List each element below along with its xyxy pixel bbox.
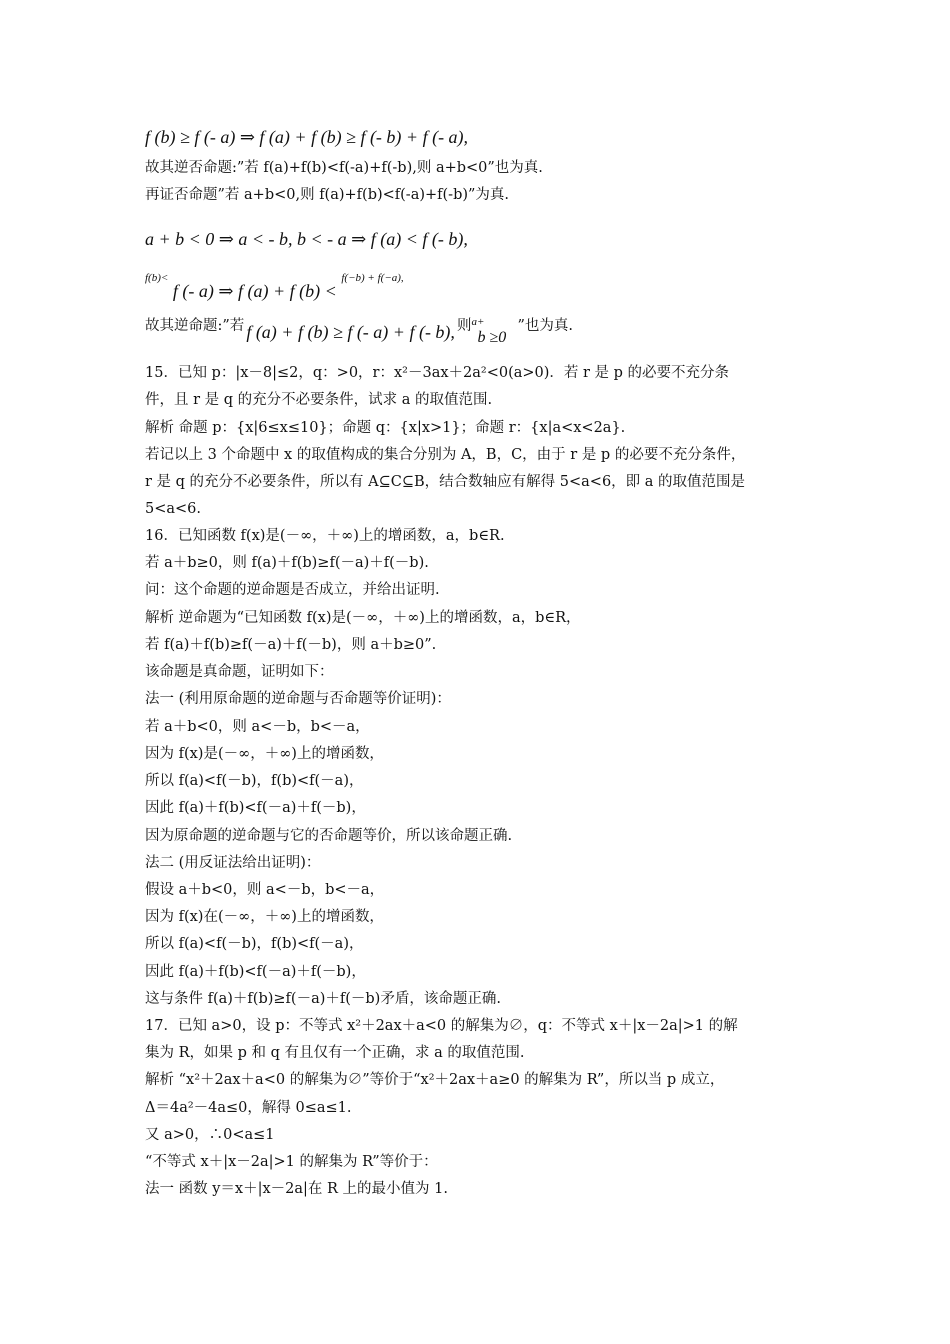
text-line: 集为 R，如果 p 和 q 有且仅有一个正确，求 a 的取值范围. [145,1045,525,1061]
text-fragment: 故其逆命题:”若 [145,318,245,334]
text-line: 故其逆否命题:”若 f(a)+f(b)<f(-a)+f(-b),则 a+b<0”也为真. [145,160,543,176]
text-line: 因为 f(x)是(－∞，＋∞)上的增函数， [145,746,384,762]
text-line: 因此 f(a)＋f(b)<f(－a)＋f(－b)， [145,964,366,980]
text-fragment: ”也为真. [517,318,573,334]
math-fragment: a+ [471,316,485,328]
text-line: 这与条件 f(a)＋f(b)≥f(－a)＋f(－b)矛盾，该命题正确. [145,991,501,1007]
math-fragment: f (a) + f (b) ≥ f (- a) + f (- b), [246,322,455,342]
text-line: 假设 a＋b<0，则 a<－b，b<－a， [145,882,385,898]
text-line: 因为原命题的逆命题与它的否命题等价，所以该命题正确. [145,828,513,844]
text-line: 若 f(a)＋f(b)≥f(－a)＋f(－b)，则 a＋b≥0”. [145,637,437,653]
text-line: 若记以上 3 个命题中 x 的取值构成的集合分别为 A，B，C，由于 r 是 p 的必要不充分条件， [145,447,746,463]
math-fragment: b ≥0 [477,329,507,346]
text-line: 又 a>0，∴0<a≤1 [145,1127,275,1143]
text-line: 该命题是真命题，证明如下： [145,664,334,680]
text-line: 法一 (利用原命题的逆命题与否命题等价证明)： [145,691,451,707]
text-line: 解析 命题 p：{x|6≤x≤10}；命题 q：{x|x>1}；命题 r：{x|a<x<2a}. [145,420,626,436]
text-line: 若 a＋b<0，则 a<－b，b<－a， [145,719,370,735]
text-line: “不等式 x＋|x－2a|>1 的解集为 R”等价于： [145,1154,438,1170]
text-line: Δ＝4a²－4a≤0，解得 0≤a≤1. [145,1100,352,1116]
text-line: 解析 逆命题为“已知函数 f(x)是(－∞，＋∞)上的增函数，a，b∈R， [145,610,581,626]
text-line: 解析 “x²＋2ax＋a<0 的解集为∅”等价于“x²＋2ax＋a≥0 的解集为 R”，所以当 p 成立， [145,1072,725,1088]
text-line: 因此 f(a)＋f(b)<f(－a)＋f(－b)， [145,800,366,816]
text-line: 法二 (用反证法给出证明)： [145,855,321,871]
math-stack [471,316,517,346]
text-line: 法一 函数 y＝x＋|x－2a|在 R 上的最小值为 1. [145,1181,448,1197]
text-line: 若 a＋b≥0，则 f(a)＋f(b)≥f(－a)＋f(－b). [145,555,429,571]
mixed-math-line [145,268,825,304]
text-line: 因为 f(x)在(－∞，＋∞)上的增函数， [145,909,384,925]
text-line: 再证否命题”若 a+b<0,则 f(a)+f(b)<f(-a)+f(-b)”为真. [145,187,510,203]
text-line: 17．已知 a>0，设 p：不等式 x²＋2ax＋a<0 的解集为∅，q：不等式 x＋|x－2a|>1 的解 [145,1018,738,1034]
math-line: a + b < 0 ⇒ a < - b, b < - a ⇒ f (a) < f (- b), [145,229,468,249]
text-line: 16．已知函数 f(x)是(－∞，＋∞)上的增函数，a，b∈R. [145,528,505,544]
text-line: 5<a<6. [145,501,202,517]
text-line: r 是 q 的充分不必要条件，所以有 A⊆C⊆B，结合数轴应有解得 5<a<6，即 a 的取值范围是 [145,474,746,490]
math-fragment: f (- a) ⇒ f (a) + f (b) < [172,281,337,301]
math-fragment: f(−b) + f(−a), [341,272,404,284]
mixed-math-line [145,316,825,346]
text-line: 问：这个命题的逆命题是否成立，并给出证明. [145,582,440,598]
text-line: 所以 f(a)<f(－b)，f(b)<f(－a)， [145,936,364,952]
text-fragment: 则 [456,318,472,334]
text-line: 件，且 r 是 q 的充分不必要条件，试求 a 的取值范围. [145,392,493,408]
text-line: 15．已知 p：|x－8|≤2，q：>0，r：x²－3ax＋2a²<0(a>0)．若 r 是 p 的必要不充分条 [145,365,730,381]
math-line: f (b) ≥ f (- a) ⇒ f (a) + f (b) ≥ f (- b) + f (- a), [145,127,469,147]
text-line: 所以 f(a)<f(－b)，f(b)<f(－a)， [145,773,364,789]
math-fragment: f(b)< [145,272,169,284]
